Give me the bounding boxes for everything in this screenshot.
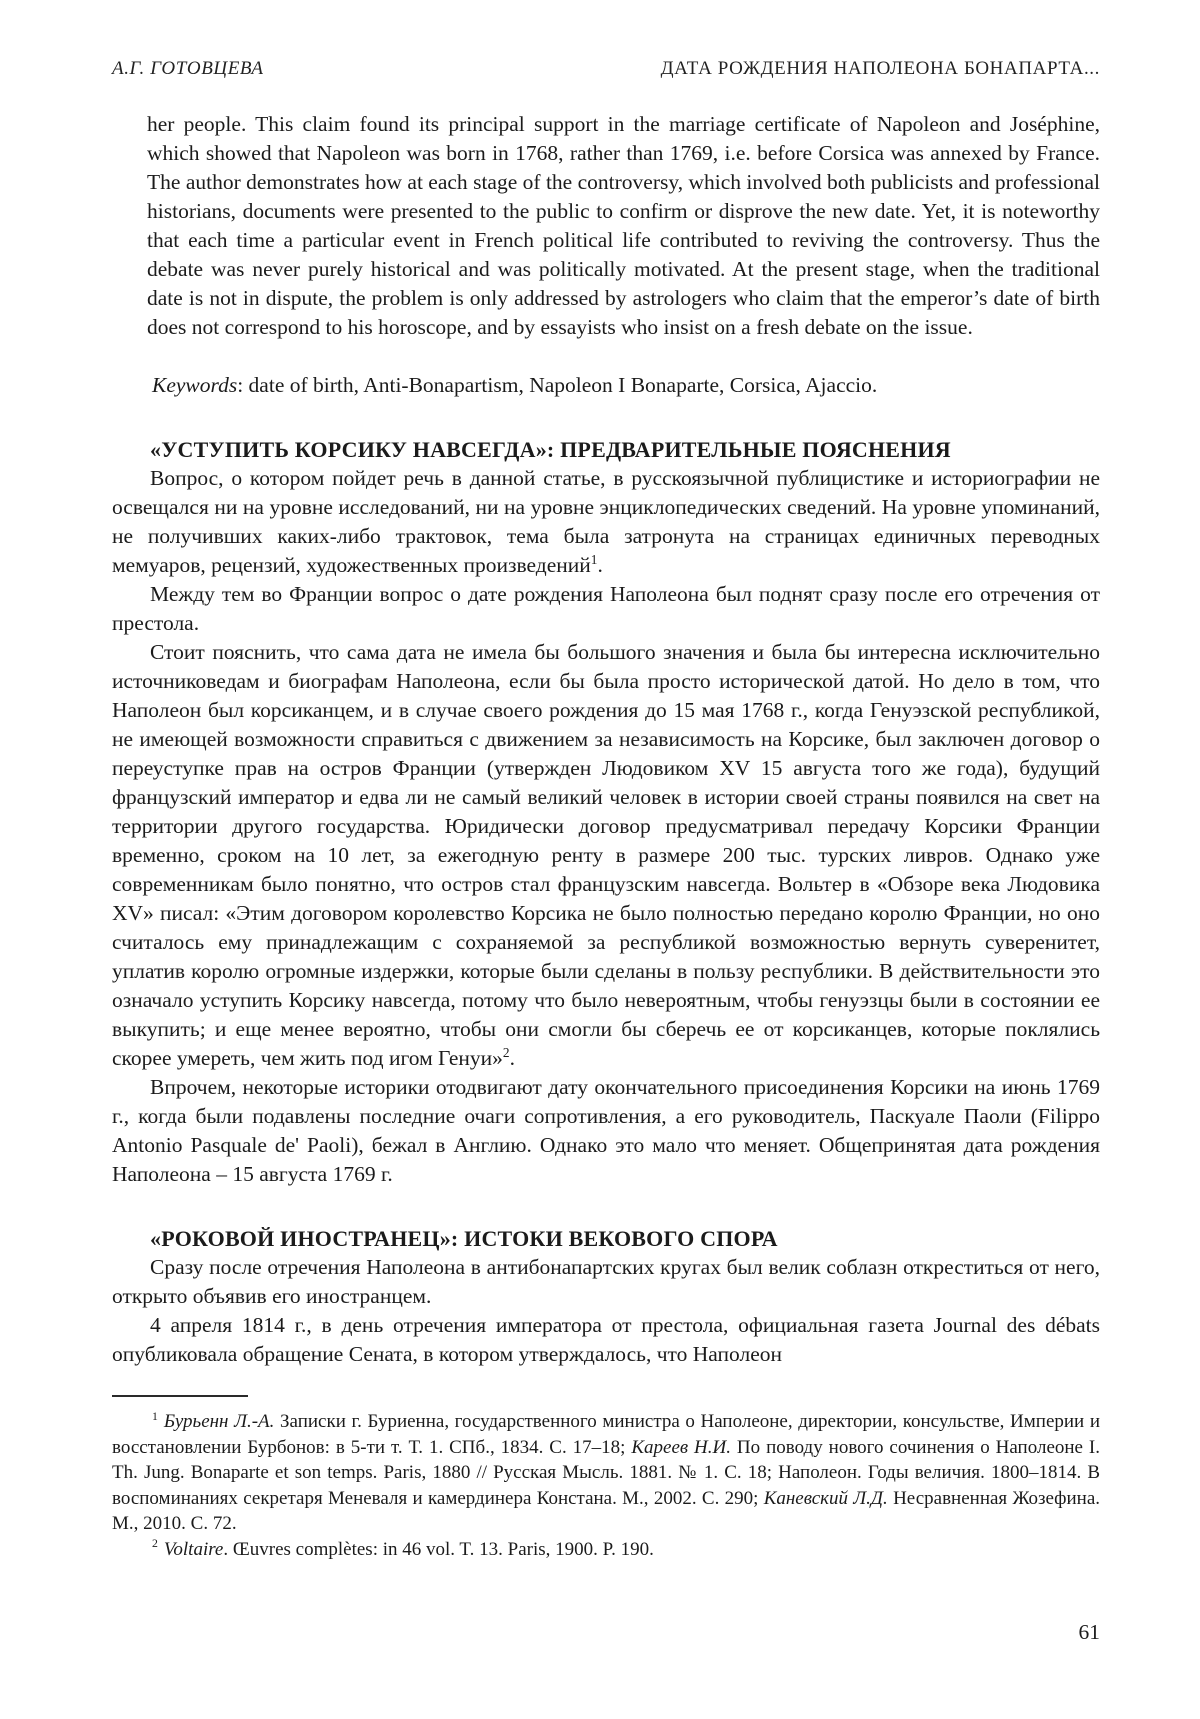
running-head bbox=[112, 58, 1100, 80]
footnote-item bbox=[112, 1537, 1100, 1563]
page-number: 61 bbox=[1078, 1620, 1100, 1644]
text-segment: . bbox=[509, 1046, 515, 1070]
running-head-author: А.Г. ГОТОВЦЕВА bbox=[112, 58, 264, 79]
body-paragraph bbox=[112, 638, 1100, 1073]
abstract-text: her people. This claim found its principal support in the marriage certificate of Napoleon and Joséphine, which showed that Napoleon was born in 1768, rather than 1769, i.e. before Corsica was annexed by France. The author demonstrates how at each stage of the controversy, which involved both publicists and professional historians, documents were presented to the public to confirm or disprove the new date. Yet, it is noteworthy that each time a particular event in French political life contributed to reviving the controversy. Thus the debate was never purely historical and was politically motivated. At the present stage, when the traditional date is not in dispute, the problem is only addressed by astrologers who claim that the emperor’s date of birth does not correspond to his horoscope, and by essayists who insist on a fresh debate on the issue. bbox=[147, 112, 1100, 339]
text-segment: Впрочем, некоторые историки отодвигают дату окончательного присоединения Корсики на июнь 1769 г., когда были подавлены последние очаги сопротивления, а его руководитель, Паскуале Паоли (Filippo Antonio Pasquale de' Paoli), бежал в Англию. Однако это мало что меняет. Общепринятая дата рождения Наполеона – 15 августа 1769 г. bbox=[112, 1075, 1100, 1186]
text-segment: Несравненная Жозефина. М., 2010. С. 72. bbox=[112, 1487, 1101, 1534]
keywords-label: Keywords bbox=[152, 373, 238, 397]
footnote-ref: 1 bbox=[590, 551, 598, 567]
text-segment: Между тем во Франции вопрос о дате рождения Наполеона был поднят сразу после его отречения от престола. bbox=[112, 582, 1100, 635]
keywords-line bbox=[152, 371, 1100, 400]
text-segment: Кареев Н.И. bbox=[631, 1436, 731, 1458]
text-segment: Бурьенн Л.-А. bbox=[163, 1411, 275, 1432]
text-segment: По поводу нового сочинения о Наполеоне I. Th. Jung. Bonaparte et son temps. Paris, 1880 // Русская Мысль. 1881. № 1. С. 18; Наполеон. Годы величия. 1800–1814. В воспоминаниях секретаря Меневаля и камердинера Констана. М., 2002. С. 290; bbox=[112, 1436, 1100, 1509]
text-segment: 4 апреля 1814 г., в день отречения императора от престола, официальная газета Journal des débats опубликовала обращение Сената, в котором утверждалось, что Наполеон bbox=[112, 1313, 1100, 1366]
footnote-marker: 2 bbox=[152, 1537, 158, 1551]
footnote-marker: 1 bbox=[152, 1409, 158, 1423]
keywords-text: : date of birth, Anti-Bonapartism, Napoleon I Bonaparte, Corsica, Ajaccio. bbox=[237, 373, 878, 397]
body-paragraph bbox=[112, 1073, 1100, 1189]
section-heading: «УСТУПИТЬ КОРСИКУ НАВСЕГДА»: ПРЕДВАРИТЕЛЬНЫЕ ПОЯСНЕНИЯ bbox=[150, 437, 951, 462]
text-segment: Стоит пояснить, что сама дата не имела бы большого значения и была бы интересна исключительно источниковедам и биографам Наполеона, если бы была просто исторической датой. Но дело в том, что Наполеон был корсиканцем, и в случае своего рождения до 15 мая 1768 г., когда Генуэзской республикой, не имеющей возможности справиться с движением за независимость на Корсике, был заключен договор о переуступке прав на остров Франции (утвержден Людовиком XV 15 августа того же года), будущий французский император и едва ли не самый великий человек в истории своей страны появился на свет на территории другого государства. Юридически договор предусматривал передачу Корсики Франции временно, сроком на 10 лет, за ежегодную ренту в размере 200 тыс. турских ливров. Однако уже современникам было понятно, что остров стал французским навсегда. Вольтер в «Обзоре века Людовика XV» писал: «Этим договором королевство Корсика не было полностью передано королю Франции, но оно считалось ему принадлежащим с сохраняемой за республикой возможностью вернуть суверенитет, уплатив королю огромные издержки, которые были сделаны в пользу республики. В действительности это означало уступить Корсику навсегда, потому что было невероятным, чтобы генуэзцы были в состоянии ее выкупить; и еще менее вероятно, чтобы они смогли бы сберечь ее от корсиканцев, которые поклялись скорее умереть, чем жить под игом Генуи» bbox=[112, 640, 1100, 1070]
text-segment: . bbox=[597, 553, 603, 577]
footnote-item bbox=[112, 1409, 1100, 1537]
text-segment: Сразу после отречения Наполеона в антибонапартских кругах был велик соблазн откреститься от него, открыто объявив его иностранцем. bbox=[112, 1255, 1100, 1308]
footnote-separator bbox=[112, 1395, 248, 1397]
text-segment: Voltaire bbox=[163, 1538, 224, 1560]
text-segment: Вопрос, о котором пойдет речь в данной статье, в русскоязычной публицистике и историографии не освещался ни на уровне исследований, ни на уровне энциклопедических сведений. На уровне упоминаний, не получивших каких-либо трактовок, тема была затронута на страницах единичных переводных мемуаров, рецензий, художественных произведений bbox=[112, 466, 1100, 577]
section-heading: «РОКОВОЙ ИНОСТРАНЕЦ»: ИСТОКИ ВЕКОВОГО СПОРА bbox=[150, 1226, 778, 1251]
footnote-list bbox=[112, 1409, 1100, 1562]
body-paragraph bbox=[112, 464, 1100, 580]
body-paragraph bbox=[112, 1253, 1100, 1311]
text-segment: Каневский Л.Д. bbox=[763, 1487, 888, 1509]
text-segment: Записки г. Буриенна, государственного министра о Наполеоне, директории, консульстве, Империи и восстановлении Бурбонов: в 5-ти т. Т. 1. СПб., 1834. С. 17–18; bbox=[112, 1411, 1101, 1458]
article-body bbox=[112, 435, 1100, 1369]
footnote-ref: 2 bbox=[502, 1044, 510, 1060]
body-paragraph bbox=[112, 580, 1100, 638]
footnotes bbox=[112, 1395, 1100, 1562]
running-head-title: ДАТА РОЖДЕНИЯ НАПОЛЕОНА БОНАПАРТА... bbox=[660, 58, 1100, 79]
body-paragraph bbox=[112, 1311, 1100, 1369]
text-segment: . Œuvres complètes: in 46 vol. T. 13. Paris, 1900. P. 190. bbox=[223, 1538, 654, 1560]
